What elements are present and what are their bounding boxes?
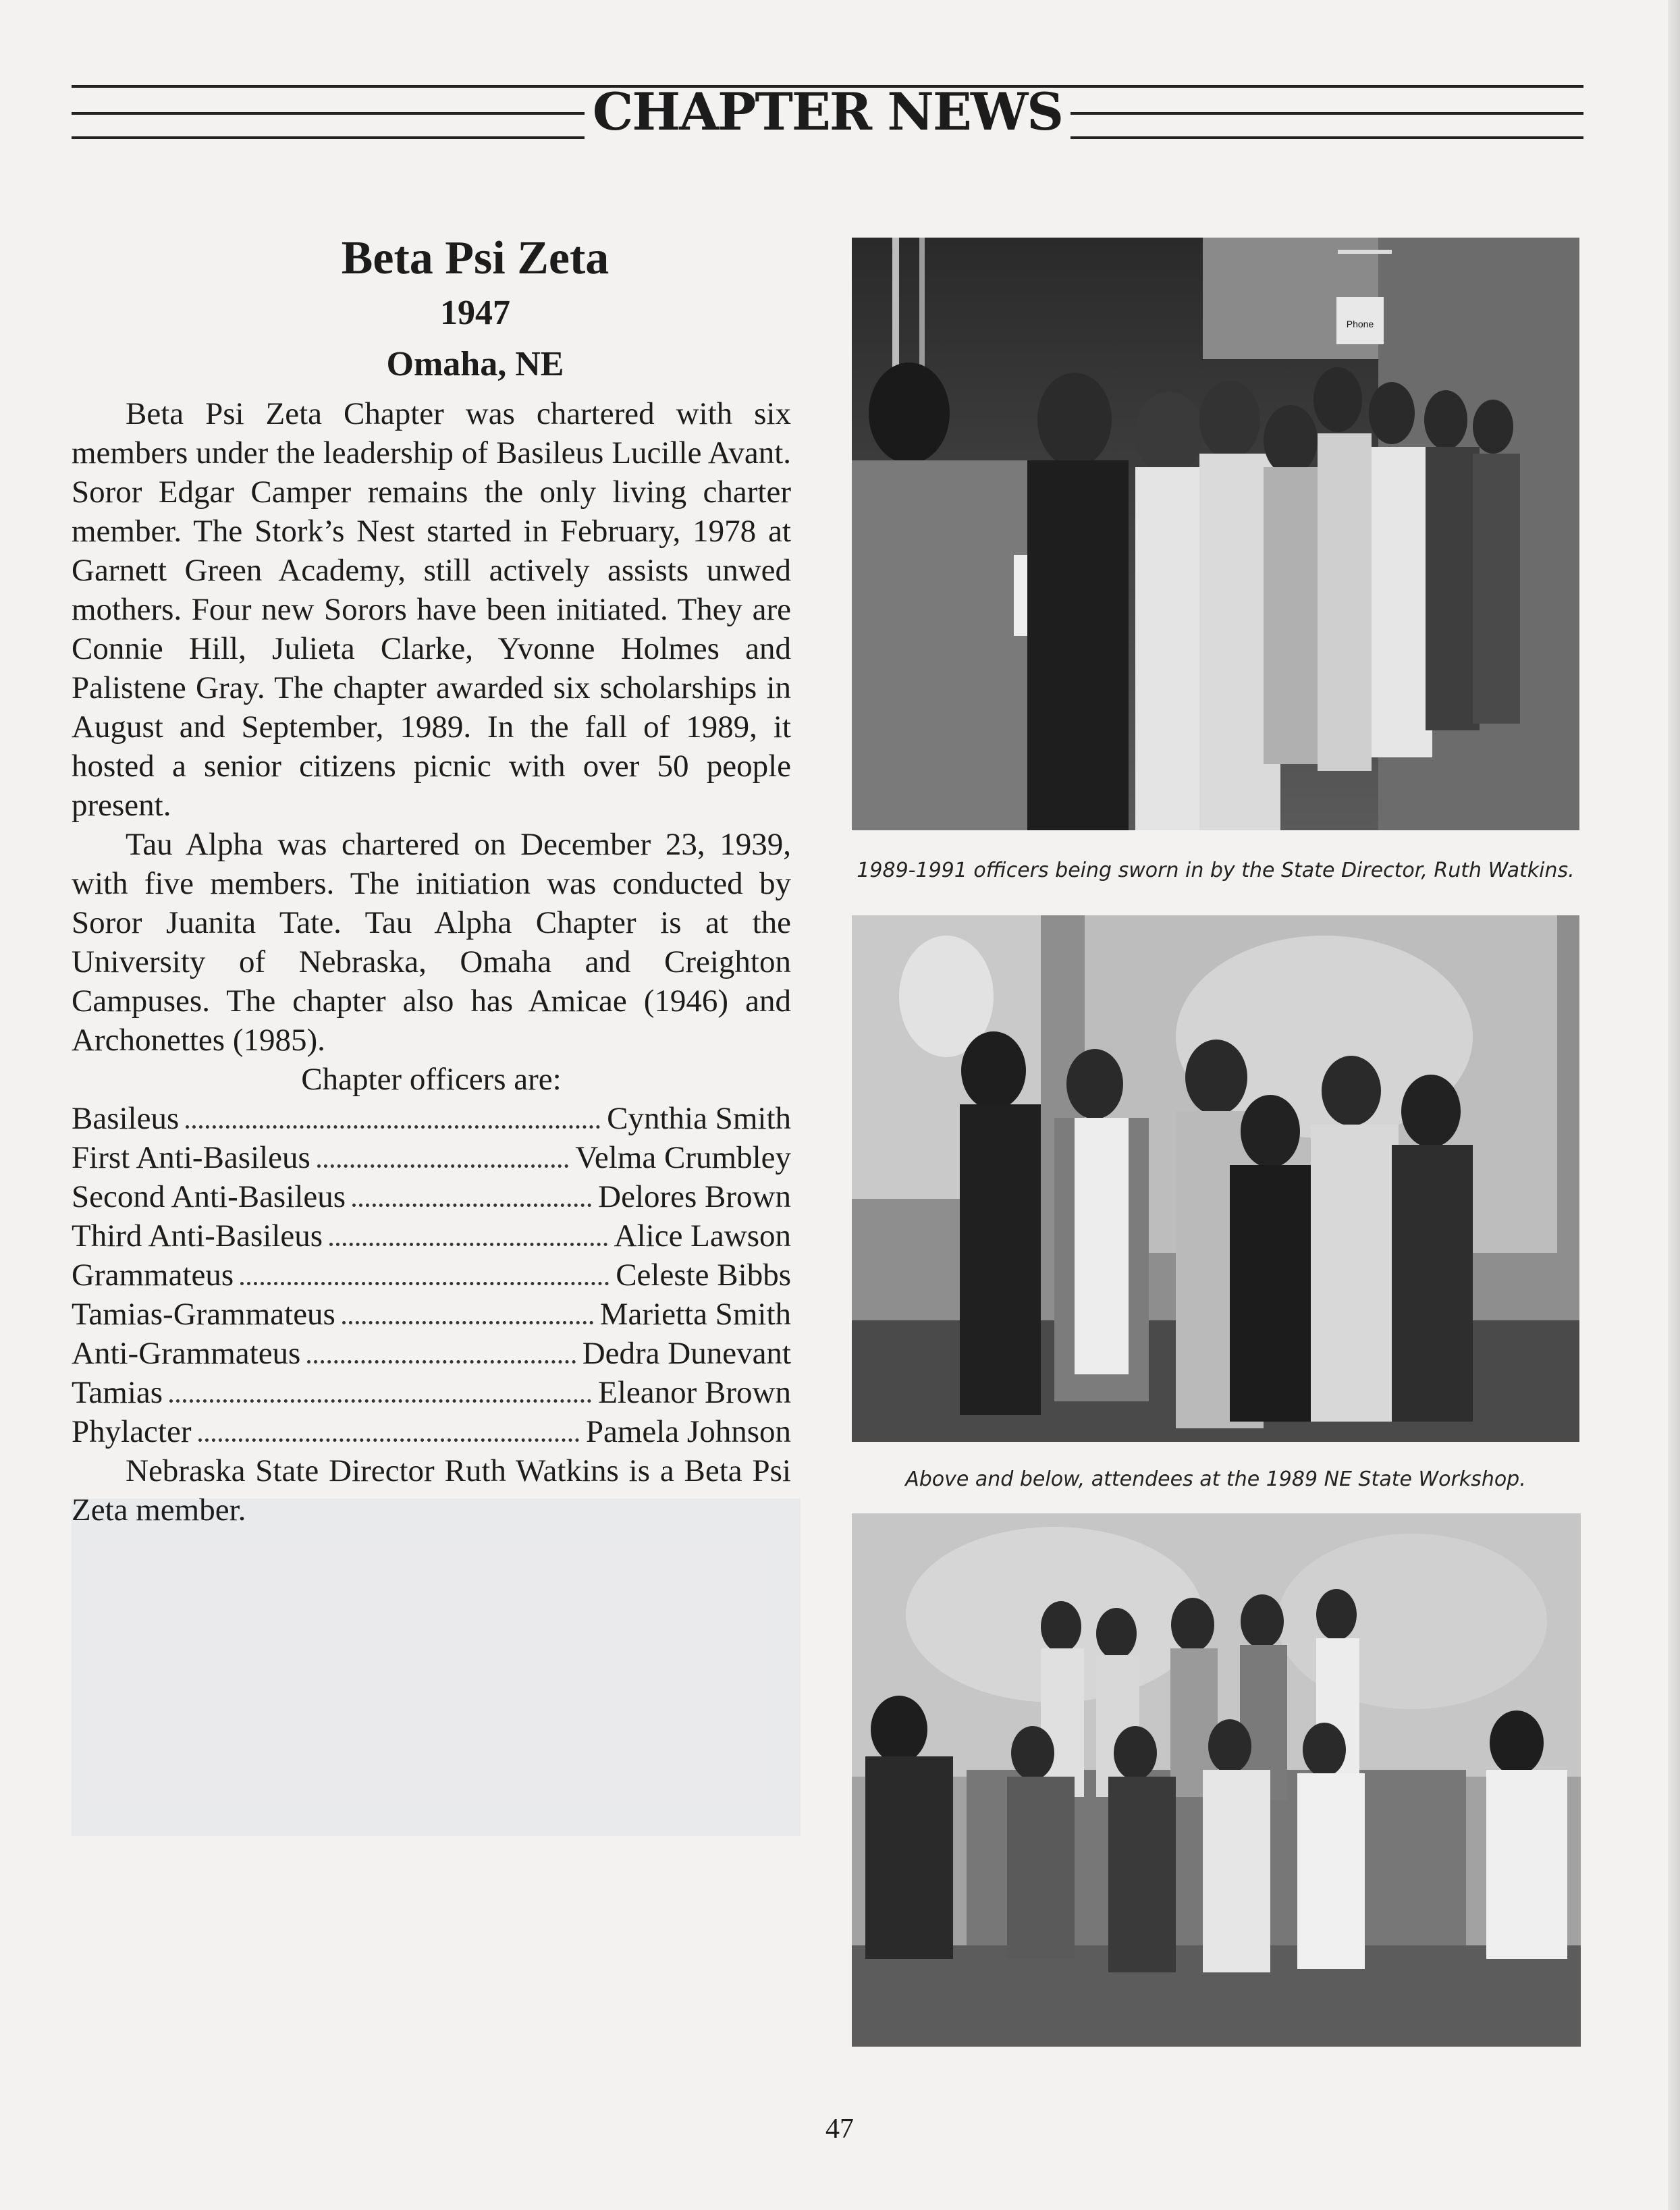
- officer-title: Third Anti-Basileus: [72, 1218, 323, 1254]
- officer-title: Grammateus: [72, 1258, 234, 1293]
- officer-title: Phylacter: [72, 1414, 192, 1449]
- officer-row: [72, 1138, 791, 1177]
- officer-name: Celeste Bibbs: [616, 1258, 791, 1293]
- photo-caption: 1989-1991 officers being sworn in by the State Director, Ruth Watkins.: [857, 859, 1575, 882]
- officer-title: Tamias: [72, 1375, 163, 1410]
- officer-name: Marietta Smith: [599, 1297, 791, 1332]
- article-paragraph: Tau Alpha was chartered on December 23, 1939, with five members. The initiation was conducted by Soror Juanita Tate. Tau Alpha Chapter is at the University of Nebraska, Omaha and Creighton Campuses. The chapter also has Amicae (1946) and Archonettes (1985).: [72, 827, 791, 1058]
- officer-name: Alice Lawson: [614, 1218, 791, 1254]
- officer-row: [72, 1099, 791, 1138]
- officer-title: Second Anti-Basileus: [72, 1179, 346, 1214]
- article-year: 1947: [440, 294, 510, 332]
- dot-leader: [317, 1164, 568, 1168]
- officer-row: [72, 1412, 791, 1451]
- phone-sign-label: Phone: [1346, 319, 1374, 329]
- photo-caption: Above and below, attendees at the 1989 NE State Workshop.: [905, 1467, 1526, 1491]
- officer-title: Anti-Grammateus: [72, 1336, 301, 1371]
- article-title: Beta Psi Zeta: [341, 232, 609, 284]
- photo-officers-sworn-in: [852, 238, 1579, 830]
- officer-title: Basileus: [72, 1101, 180, 1136]
- officers-list: [72, 1099, 791, 1451]
- masthead-title: CHAPTER NEWS: [592, 82, 1063, 142]
- photo-workshop-seated: [852, 1513, 1581, 2047]
- masthead: [72, 80, 1583, 142]
- bleed-through-image: [72, 1499, 801, 1836]
- officers-heading: Chapter officers are:: [301, 1062, 562, 1097]
- dot-leader: [329, 1243, 607, 1246]
- officer-name: Velma Crumbley: [575, 1140, 791, 1175]
- phone-sign: [1336, 297, 1384, 344]
- photo-workshop-standing: [852, 915, 1579, 1442]
- officer-row: [72, 1216, 791, 1256]
- dot-leader: [169, 1399, 591, 1403]
- officer-name: Delores Brown: [598, 1179, 791, 1214]
- page-edge: [1668, 0, 1680, 2210]
- officer-row: [72, 1373, 791, 1412]
- dot-leader: [342, 1321, 593, 1324]
- article-paragraph: Beta Psi Zeta Chapter was chartered with six members under the leadership of Basileus Lucille Avant. Soror Edgar Camper remains the only living charter member. The Stork’s Nest started in February, 1978 at Garnett Green Academy, still actively assists unwed mothers. Four new Sorors have been initiated. They are Connie Hill, Julieta Clarke, Yvonne Holmes and Palistene Gray. The chapter awarded six scholarships in August and September, 1989. In the fall of 1989, it hosted a senior citizens picnic with over 50 people present.: [72, 396, 791, 823]
- officer-row: [72, 1177, 791, 1216]
- officer-name: Cynthia Smith: [607, 1101, 791, 1136]
- officer-title: First Anti-Basileus: [72, 1140, 310, 1175]
- dot-leader: [240, 1282, 609, 1285]
- officer-row: [72, 1334, 791, 1373]
- closing-paragraph: Nebraska State Director Ruth Watkins is a Beta Psi Zeta member.: [72, 1453, 791, 1528]
- dot-leader: [352, 1204, 591, 1207]
- page-number: 47: [825, 2113, 854, 2145]
- officer-row: [72, 1256, 791, 1295]
- officer-name: Pamela Johnson: [585, 1414, 791, 1449]
- article: [72, 230, 791, 1530]
- dot-leader: [198, 1438, 579, 1442]
- officer-row: [72, 1295, 791, 1334]
- dot-leader: [186, 1125, 600, 1129]
- officer-title: Tamias-Grammateus: [72, 1297, 335, 1332]
- officer-name: Dedra Dunevant: [582, 1336, 791, 1371]
- officer-name: Eleanor Brown: [598, 1375, 791, 1410]
- article-city: Omaha, NE: [386, 345, 564, 383]
- dot-leader: [307, 1360, 575, 1364]
